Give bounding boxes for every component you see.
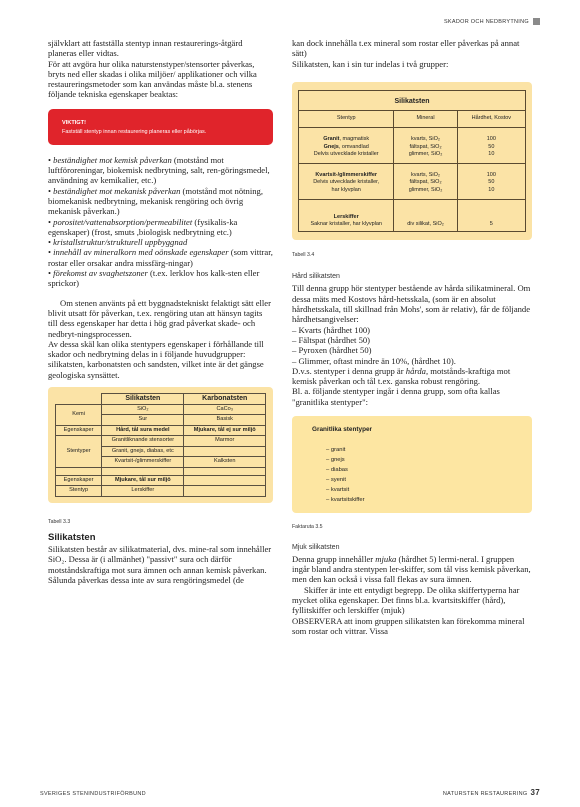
paragraph: Till denna grupp hör stentyper bestående av hårda silikatmineral. Om dessa mäts med Kostovs hård-hetsskala, (som är en absolut hårdhetsskala, till skillnad från Mohs', som är relativ), får de följande hårdhetsangivelser: — [292, 283, 531, 325]
list-item: • innehåll av mineralkorn med oönskade egenskaper (som vittrar, rostar eller orsakar andra missfärg-ningar) — [48, 247, 273, 268]
table-cell: Basisk — [184, 415, 266, 426]
table-cell: SiO₂ — [102, 404, 184, 415]
paragraph: Skiffer är inte ett entydigt begrepp. De olika skiffertyperna har mycket olika egenskaper. Det finns bl.a. kvartsitskiffer (hård), fyllitskiffer och lerskiffer (mjuk) — [292, 584, 520, 616]
factbox-list — [312, 445, 518, 505]
col-header: Karbonatsten — [184, 394, 266, 405]
subsection-heading: Mjuk silikatsten — [292, 543, 340, 551]
table-caption: Tabell 3.4 — [292, 251, 315, 258]
paragraph: För att avgöra hur olika naturstenstyper/stensorter påverkas, bryts ned eller skadas i olika miljöer/ applikationer och vilka restaureringsmetoder som kan användas måste bl.a. stenens följande tekniska egenskaper beaktas: — [48, 58, 257, 100]
footer-right — [443, 788, 540, 797]
list-item: – syenit — [326, 475, 518, 485]
row-header: Egenskaper — [56, 475, 102, 486]
col-header: Mineral — [394, 111, 457, 128]
list-item: • förekomst av svaghetszoner (t.ex. lerklov hos kalk-sten eller sprickor) — [48, 268, 273, 289]
row-header: Stentyp — [56, 486, 102, 497]
paragraph: Av dessa skäl kan olika stentypers egenskaper i förhållande till skador och nedbrytning delas in i följande huvudgrupper: silikatsten, karbonatsten och sandsten, vilket inte är det gängse geologiska synsättet. — [48, 338, 264, 380]
warning-text: Fastställ stentyp innan restaurering planeras eller påbörjas. — [62, 128, 207, 135]
running-header — [444, 18, 540, 25]
list-item: – Glimmer, oftast mindre än 10%, (hårdhet 10). — [292, 355, 456, 366]
factbox-caption: Faktaruta 3.5 — [292, 524, 323, 531]
table-cell: Granitliknande stensorter — [102, 436, 184, 447]
table-cell: Marmor — [184, 436, 266, 447]
table-cell: Granit, gnejs, diabas, etc — [102, 446, 184, 457]
paragraph: Silikatsten består av silikatmaterial, dvs. mine-ral som innehåller SiO₂. Dessa är (i allmänhet) "passivt" sura och därför motståndskraftiga mot sura ämnen och annan kemisk påverkan. Sålunda påverkas dessa inte av sura rengöringsmedel (de — [48, 544, 272, 585]
paragraph: OBSERVERA att inom gruppen silikatsten kan förekomma mineral som rostar och vittrar. Vissa — [292, 615, 525, 636]
list-item: • beständighet mot mekanisk påverkan (motstånd mot nötning, biomekanisk nedbrytning, mekanisk rengöring och övrig mekanisk påverkan.) — [48, 186, 273, 217]
left-column — [48, 38, 273, 585]
table-cell: Lerskiffer — [102, 486, 184, 497]
list-item: – diabas — [326, 465, 518, 475]
stone-group-table — [55, 393, 266, 497]
paragraph: Denna grupp innehåller mjuka (hårdhet 5) lermi-neral. I gruppen ingår bland andra stentypen ler-skiffer, som tål viss kemisk påverkan, men den kan också i vissa fall flekas av sura ämnen. — [292, 553, 531, 585]
table-cell: CaCo₃ — [184, 404, 266, 415]
table-cell: Mjukare, tål ej sur miljö — [184, 425, 266, 436]
header-marker-icon — [533, 18, 540, 25]
factbox-title: Granitlika stentyper — [312, 425, 373, 433]
list-item: – kvartsit — [326, 485, 518, 495]
property-list — [48, 155, 273, 289]
paragraph: D.v.s. stentyper i denna grupp är hårda, motstånds-kraftiga mot kemisk påverkan och tål t.ex. ganska robust rengöring. — [292, 365, 511, 387]
table-3-4 — [292, 82, 532, 240]
table-3-3 — [48, 387, 273, 503]
intro-text: självklart att fastställa stentyp innan restaurerings-åtgärd planeras eller vidtas. — [48, 38, 243, 59]
paragraph: Bl. a. följande stentyper ingår i denna grupp, som ofta kallas "granitlika stentyper": — [292, 386, 500, 407]
list-item: – Pyroxen (hårdhet 50) — [292, 345, 372, 356]
table-cell: Hård, tål sura medel — [102, 425, 184, 436]
right-column — [292, 38, 532, 636]
list-item: • kristallstruktur/strukturell uppbyggnad — [48, 237, 273, 247]
table-cell: Mjukare, tål sur miljö — [102, 475, 184, 486]
warning-box — [48, 109, 273, 145]
intro-text: kan dock innehålla t.ex mineral som rostar eller påverkas på annat sätt) — [292, 38, 520, 59]
table-cell: Kalksten — [184, 457, 266, 468]
row-header: Kemi — [56, 404, 102, 425]
factbox-3-5 — [292, 416, 532, 513]
list-item: – kvartsitskiffer — [326, 495, 518, 505]
row-header: Egenskaper — [56, 425, 102, 436]
paragraph: Om stenen använts på ett byggnadstekniskt felaktigt sätt eller blivit utsatt för påverkan, t.ex. rengöring utan att hänsyn tagits till dess egenskaper har detta i hög grad påverkat skade- och nedbryt-ningsprocessen. — [48, 297, 271, 339]
list-item: • porositet/vattenabsorption/permeabilitet (fysikalis-ka egenskaper) (frost, smuts ,biologisk nedbrytning etc.) — [48, 217, 273, 238]
section-heading: Silikatsten — [48, 531, 96, 543]
list-item: – gnejs — [326, 455, 518, 465]
silicate-table: Silikatsten Stentyp Mineral Hårdhet, Kostov Granit, magmatisk kvarts, SiO₂ 100 Gnejs, omvandlad fältspat, SiO₂ 50 Delvis utvecklade kristaller glimmer, SiO₂ 10 Kvartsit-/glimmerskiffer kvarts, SiO₂ 100 Delvis utvecklade kristaller, fältspat, SiO₂ 50 har klyvplan glimmer, SiO₂ 10 Lerskiffer Saknar kristaller, har klyvplan div silikat, SiO₂ 5 — [298, 90, 526, 232]
row-header: Stentyper — [56, 436, 102, 468]
table-title: Silikatsten — [394, 97, 430, 105]
footer-left: SVERIGES STENINDUSTRIFÖRBUND — [40, 791, 146, 797]
table-cell: Sur — [102, 415, 184, 426]
subsection-heading: Hård silikatsten — [292, 273, 340, 281]
list-item: – Kvarts (hårdhet 100) — [292, 324, 371, 335]
header-title: SKADOR OCH NEDBRYTNING — [443, 18, 529, 25]
col-header: Hårdhet, Kostov — [457, 111, 525, 128]
footer-publication: NATURSTEN RESTAURERING — [442, 791, 528, 797]
paragraph: Silikatsten, kan i sin tur indelas i två grupper: — [292, 58, 449, 69]
list-item: • beständighet mot kemisk påverkan (motstånd mot luftföroreningar, biokemisk nedbrytning, salt, ren-göringsmedel, användning av kemikalier, etc.) — [48, 155, 273, 186]
table-caption: Tabell 3.3 — [48, 518, 71, 525]
warning-title: VIKTIGT! — [62, 119, 86, 126]
list-item: – granit — [326, 445, 518, 455]
table-cell: Kvartsit-/glimmerskiffer — [102, 457, 184, 468]
col-header: Stentyp — [299, 111, 394, 128]
page-number: 37 — [530, 788, 540, 797]
col-header: Silikatsten — [102, 394, 184, 405]
list-item: – Fältspat (hårdhet 50) — [292, 334, 371, 345]
